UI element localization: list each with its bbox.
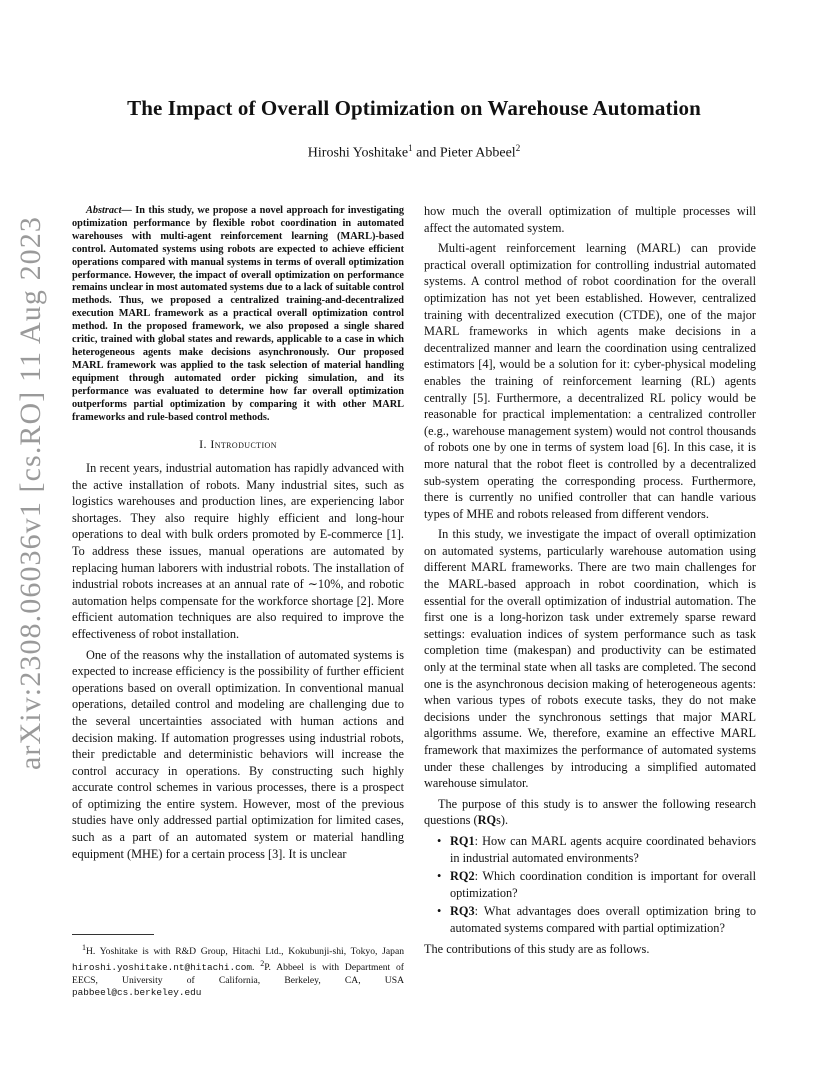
right-column xyxy=(424,203,756,961)
footnote-text: P. Abbeel is with Department of EECS, University of California, Berkeley, CA, USA xyxy=(72,962,404,986)
paragraph-text: s). xyxy=(496,813,509,828)
rq-label: RQ2 xyxy=(450,869,475,884)
section-heading xyxy=(72,436,404,453)
author-conjunction: and xyxy=(412,145,440,161)
footnote-divider xyxy=(72,934,154,935)
bullet-icon: • xyxy=(437,833,442,848)
rq-abbrev: RQ xyxy=(477,813,497,828)
affiliation-footnote xyxy=(72,942,404,1000)
body-paragraph xyxy=(424,796,756,829)
left-column xyxy=(72,205,404,866)
paper-title: The Impact of Overall Optimization on Warehouse Automation xyxy=(127,96,701,120)
list-item xyxy=(424,868,756,901)
author-name: Pieter Abbeel xyxy=(439,145,516,161)
email-link[interactable]: hiroshi.yoshitake.nt@hitachi.com xyxy=(72,962,253,974)
email-link[interactable]: pabbeel@cs.berkeley.edu xyxy=(72,987,202,999)
body-paragraph: how much the overall optimization of multiple processes will affect the automated system. xyxy=(424,204,756,235)
rq-label: RQ1 xyxy=(450,833,475,848)
abstract-dash: — xyxy=(121,205,136,216)
affiliation-marker: 2 xyxy=(515,143,521,153)
arxiv-watermark xyxy=(14,216,54,770)
rq-label: RQ3 xyxy=(450,904,475,919)
body-paragraph: The contributions of this study are as follows. xyxy=(424,941,650,956)
rq-text: : What advantages does overall optimization bring to automated systems compared with partial optimization? xyxy=(450,904,756,935)
abstract-text: In this study, we propose a novel approach for investigating optimization performance by flexible robot coordination in automated warehouses with multi-agent reinforcement learning (MARL)-based control. Automated systems using robots are expected to achieve efficient operations compared with manual systems in terms of overall optimization performance. However, the impact of overall optimization on performance remains unclear in most automated systems due to a lack of suitable control methods. Thus, we proposed a centralized training-and-decentralized execution MARL framework as a practical overall optimization control method. In the proposed framework, we also proposed a single shared critic, trained with global states and rewards, applicable to a case in which heterogeneous agents make decisions asynchronously. Our proposed MARL framework was applied to the task selection of material handling equipment through automated order picking simulation, and its performance was evaluated to determine how far overall optimization outperforms partial optimization by comparing it with other MARL frameworks and rule-based control methods. xyxy=(72,205,404,423)
affiliation-marker: 1 xyxy=(408,143,413,153)
rq-text: : Which coordination condition is important for overall optimization? xyxy=(450,869,756,900)
abstract xyxy=(72,205,404,424)
footnote-marker: 1 xyxy=(82,943,86,952)
bullet-icon: • xyxy=(437,904,442,919)
arxiv-identifier: arXiv:2308.06036v1 [cs.RO] 11 Aug 2023 xyxy=(14,216,47,770)
list-item xyxy=(424,833,756,866)
list-item xyxy=(424,903,756,936)
bullet-icon: • xyxy=(437,869,442,884)
footnote-separator: . xyxy=(252,962,261,974)
body-paragraph: One of the reasons why the installation of automated systems is expected to increase efficiency is the possibility of further efficient operations based on overall optimization. In conventional manual operations, detailed control and modeling are challenging due to the several uncertainties associated with human actions and decision making. If automation progresses using industrial robots, their predictable and deterministic behaviors will increase the control accuracy in operations. By constructing such highly accurate control schemes in various processes, there is a prospect of optimizing the entire system. However, most of the previous studies have only addressed partial optimization for limited cases, such as a part of an automated system or material handling equipment (MHE) for a certain process [3]. It is unclear xyxy=(72,647,404,861)
section-title: Introduction xyxy=(210,437,277,452)
body-paragraph: Multi-agent reinforcement learning (MARL) can provide practical overall optimization for controlling industrial automated systems. A control method of robot coordination for the overall optimization has not yet been established. However, centralized training with decentralized execution (CTDE), one of the major MARL frameworks in which agents make decisions in a decentralized manner and learn the coordination using centralized estimators [4], would be a solution for it: cyber-physical modeling enables the training of reinforcement learning (RL) agents centrally [5]. Furthermore, a decentralized RL policy would be reasonable for practical implementation: a centralized controller (e.g., warehouse management system) would not control thousands of robots one by one in terms of system load [6]. In this case, it is more natural that the robot fleet is controlled by a decentralized sub-system operating the corresponding process. Furthermore, there is currently no unified controller that can handle various types of MHE and robots released from different vendors. xyxy=(424,241,756,521)
body-paragraph: In this study, we investigate the impact of overall optimization on automated systems, particularly warehouse automation using different MARL frameworks. There are two main challenges for the MARL-based approach in robot coordination, which is essential for the overall optimization of industrial automation. The first one is a long-horizon task under extremely sparse reward settings: evaluation indices of system performance such as task completion time (makespan) and productivity can be estimated only at the terminal state when all tasks are completed. The second one is the asynchronous decision making of heterogeneous agents: when various types of robots execute tasks, they do not make decisions under the synchronous settings that major MARL algorithms assume. We, therefore, examine an effective MARL framework that maximizes the performance of automated systems under these challenges by introducing a simplified automated warehouse simulator. xyxy=(424,527,756,791)
abstract-label: Abstract xyxy=(86,205,122,216)
research-questions-list xyxy=(424,833,756,937)
author-line xyxy=(70,143,758,162)
footnote-marker: 2 xyxy=(260,959,265,969)
section-number: I. xyxy=(199,437,211,452)
footnote-text: H. Yoshitake is with R&D Group, Hitachi Ltd., Kokubunji-shi, Tokyo, Japan xyxy=(86,946,404,958)
rq-text: : How can MARL agents acquire coordinated behaviors in industrial automated environments? xyxy=(450,833,756,865)
author-name: Hiroshi Yoshitake xyxy=(307,145,409,161)
paragraph-text: The purpose of this study is to answer the following research questions ( xyxy=(424,796,756,828)
body-paragraph: In recent years, industrial automation has rapidly advanced with the active installation of robots. Many industrial sites, such as logistics warehouses and production lines, are experiencing labor shortages. They also require highly efficient and long-hour operations to deal with bulk orders promoted by E-commerce [1]. To address these issues, manual operations are automated by replacing human laborers with industrial robots. The installation of industrial robots increases at an annual rate of ∼10%, and robotic automation helps compensate for the workforce shortage [2]. More efficient automation techniques are also required to improve the effectiveness of robot installation. xyxy=(72,461,404,641)
